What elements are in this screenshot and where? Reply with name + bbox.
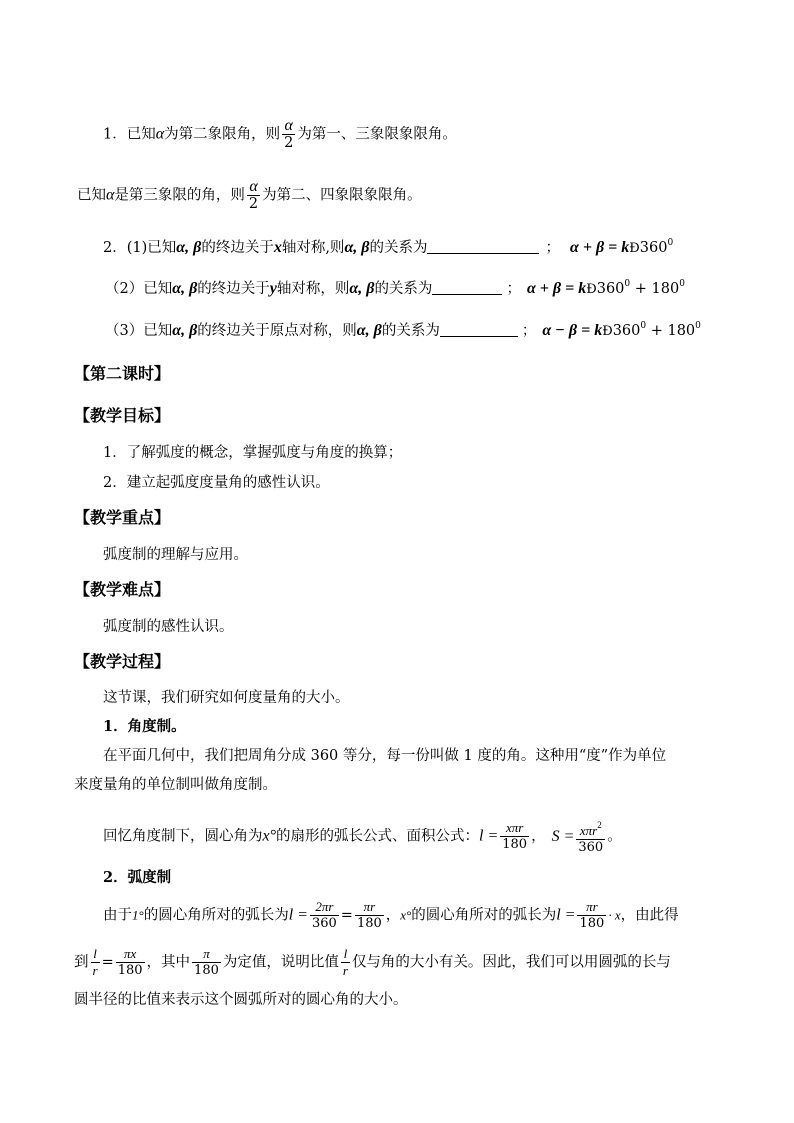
text: 已知 [77, 187, 106, 204]
degree-x-symbol: x° [262, 827, 276, 845]
denominator: 2 [284, 135, 294, 151]
text: (1)已知 [126, 240, 177, 256]
radian-line-2 [74, 946, 671, 979]
arc-length-fraction [500, 820, 529, 853]
separator: ； [521, 323, 537, 339]
alpha-beta-symbol: α, β [356, 322, 382, 339]
separator: ； [545, 240, 560, 256]
alpha-symbol: α [106, 186, 115, 204]
goal-item-1: 1．了解弧度的概念，掌握弧度与角度的换算； [103, 445, 403, 461]
arc-length-label: l = [556, 906, 576, 924]
lesson2-heading: 【第二课时】 [74, 364, 171, 383]
key-points-heading: 【教学重点】 [74, 508, 171, 527]
text: ，由此得 [620, 907, 679, 924]
arc-length-label: l = [479, 827, 499, 845]
text: 为第二、四象限象限角。 [262, 187, 422, 204]
numerator: α [282, 118, 295, 135]
superscript: 0 [667, 238, 674, 248]
text: 轴对称，则 [276, 281, 350, 297]
glyph: Ð [602, 324, 613, 339]
alpha-symbol: α [155, 125, 165, 143]
answer-formula: 360 [639, 240, 668, 256]
text: （2）已知 [105, 281, 173, 297]
text: 轴对称,则 [281, 240, 345, 256]
text: ，其中 [146, 954, 191, 971]
numerator: l [91, 946, 100, 963]
glyph: Ð [629, 241, 640, 256]
axis-symbol: y [269, 280, 277, 297]
text: 为定值，说明比值 [222, 954, 339, 971]
fraction [355, 899, 384, 932]
numerator: πx [116, 946, 145, 963]
numerator: π [192, 946, 221, 963]
superscript: 2 [597, 820, 602, 830]
text: 的扇形的弧长公式、面积公式： [276, 828, 479, 845]
superscript: 0 [695, 321, 701, 331]
difficulty-text: 弧度制的感性认识。 [103, 619, 234, 635]
text: 的圆心角所对的弧长为 [143, 907, 289, 924]
comma: ， [531, 828, 546, 845]
alpha-beta-symbol: α, β [172, 280, 198, 297]
text: 的关系为 [369, 240, 428, 256]
key-points-text: 弧度制的理解与应用。 [103, 547, 248, 563]
area-label: S = [551, 827, 575, 845]
numerator: xπr [500, 820, 529, 837]
text: 到 [74, 954, 89, 971]
text: 的关系为 [381, 323, 440, 339]
comma: ， [385, 907, 401, 924]
radian-line-3: 圆半径的比值来表示这个圆弧所对的圆心角的大小。 [74, 992, 408, 1008]
process-heading: 【教学过程】 [74, 652, 171, 671]
denominator: 180 [356, 916, 382, 931]
text: 的关系为 [374, 281, 433, 297]
fraction [116, 946, 145, 979]
text: 的终边关于 [197, 281, 270, 297]
numerator: 2πr [310, 899, 339, 916]
denominator: 180 [194, 963, 219, 978]
equals: = [101, 954, 114, 971]
superscript: 0 [679, 279, 685, 289]
difficulty-heading: 【教学难点】 [74, 580, 171, 599]
answer-formula: 360 [596, 281, 625, 297]
section1-title: 1．角度制。 [103, 718, 186, 735]
superscript: 0 [640, 321, 647, 331]
numerator: πr [577, 899, 606, 916]
alpha-beta-symbol: α, β [172, 322, 198, 339]
fraction [577, 899, 606, 932]
superscript: 0 [624, 279, 631, 289]
numerator-text: xπr [579, 823, 598, 838]
answer-formula: + 180 [630, 281, 680, 297]
section1-line-1: 在平面几何中，我们把周角分成 360 等分，每一份叫做 1 度的角。这种用“度”作为单位 [103, 748, 667, 764]
degree-symbol: 1° [132, 907, 144, 923]
recall-line [103, 817, 622, 856]
denominator: 360 [578, 840, 604, 855]
text: 已知 [126, 126, 156, 143]
denominator: r [342, 963, 348, 978]
item-number: 1． [103, 126, 127, 143]
item2-q2-line [105, 274, 685, 300]
denominator: 2 [248, 196, 259, 212]
intro-text: 这节课，我们研究如何度量角的大小。 [103, 690, 350, 706]
section1-line-2: 来度量角的单位制叫做角度制。 [74, 777, 277, 793]
answer-blank[interactable] [440, 322, 518, 337]
fraction [310, 899, 339, 932]
arc-length-label: l = [288, 906, 308, 924]
fraction-alpha-over-2 [247, 179, 260, 212]
text: 回忆角度制下，圆心角为 [103, 828, 263, 845]
axis-symbol: x [273, 239, 282, 256]
fraction-l-over-r [91, 946, 100, 979]
text: 为第二象限角，则 [164, 126, 281, 143]
multiply-x: · x [608, 907, 621, 923]
numerator: l [341, 946, 350, 963]
fraction-pi-over-180 [192, 946, 221, 979]
text: 由于 [103, 907, 132, 924]
separator: ； [506, 281, 521, 297]
answer-formula: α − β = k [542, 322, 603, 339]
denominator: r [92, 963, 98, 978]
numerator: πr [355, 899, 384, 916]
goal-item-2: 2．建立起弧度度量角的感性认识。 [103, 475, 330, 491]
answer-formula: α + β = k [569, 239, 630, 256]
item2-q1-line [103, 233, 673, 259]
alpha-beta-symbol: α, β [176, 239, 202, 256]
answer-formula: 360 [612, 323, 641, 339]
alpha-beta-symbol: α, β [344, 239, 370, 256]
numerator [576, 817, 605, 840]
denominator: 360 [311, 916, 337, 931]
item2-q3-line [105, 316, 701, 342]
alpha-beta-symbol: α, β [349, 280, 375, 297]
radian-line-1 [103, 899, 679, 932]
answer-formula: + 180 [646, 323, 696, 339]
denominator: 180 [117, 963, 143, 978]
item1b-line [77, 179, 422, 212]
text: 是第三象限的角，则 [114, 187, 245, 204]
area-fraction [576, 817, 605, 856]
item1-line [103, 118, 457, 151]
text: 的圆心角所对的弧长为 [411, 907, 557, 924]
text: 的终边关于 [201, 240, 274, 256]
numerator: α [247, 179, 260, 196]
denominator: 180 [502, 837, 528, 852]
glyph: Ð [586, 282, 597, 297]
text: 为第一、三象限象限角。 [297, 126, 457, 143]
text: （3）已知 [105, 323, 173, 339]
answer-blank[interactable] [427, 239, 539, 254]
denominator: 180 [579, 916, 605, 931]
answer-blank[interactable] [432, 280, 502, 295]
fraction-alpha-over-2 [282, 118, 295, 151]
degree-x-symbol: x° [400, 907, 412, 923]
section2-title: 2．弧度制 [103, 869, 172, 886]
period: 。 [607, 828, 622, 845]
answer-formula: α + β = k [526, 280, 587, 297]
item-number: 2． [103, 240, 127, 256]
text: 仅与角的大小有关。因此，我们可以用圆弧的长与 [351, 954, 671, 971]
goals-heading: 【教学目标】 [74, 406, 171, 425]
equals: = [340, 907, 353, 924]
text: 的终边关于原点对称，则 [197, 323, 357, 339]
fraction-l-over-r [341, 946, 350, 979]
